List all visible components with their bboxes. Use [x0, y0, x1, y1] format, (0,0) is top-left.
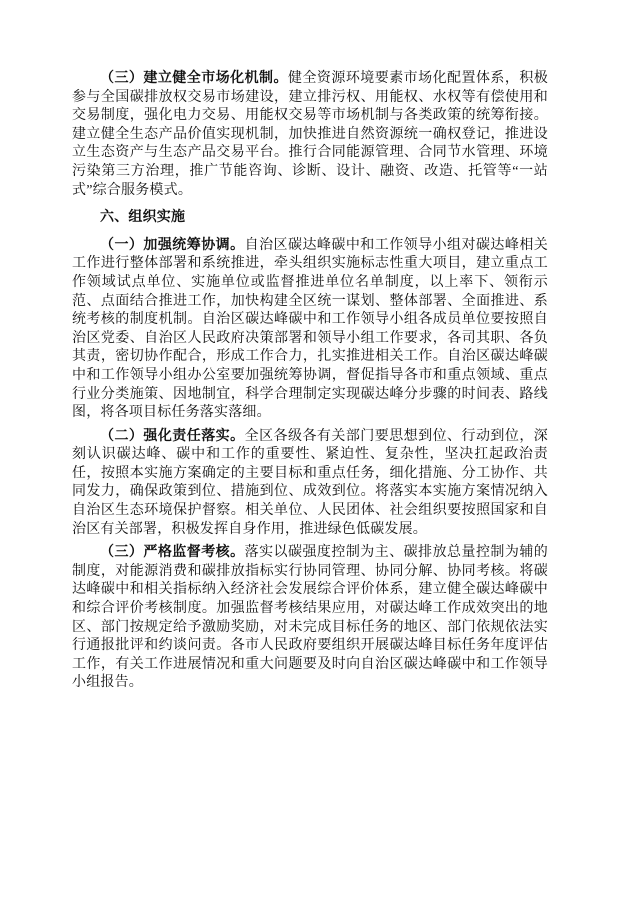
paragraph-supervision: [72, 544, 548, 693]
paragraph-market-mechanism: [72, 70, 548, 200]
paragraph-market-mechanism-body: 健全资源环境要素市场化配置体系，积极参与全国碳排放权交易市场建设，建立排污权、用能权、水权等有偿使用和交易制度，强化电力交易、用能权交易等市场机制与各类政策的统筹衔接。建立健全生态产品价值实现机制，加快推进自然资源统一确权登记，推进设立生态资产与生态产品交易平台。推行合同能源管理、合同节水管理、环境污染第三方治理，推广节能咨询、诊断、设计、融资、改造、托管等“一站式”综合服务模式。: [72, 71, 548, 198]
paragraph-coordination-lead: （一）加强统筹协调。: [100, 237, 245, 253]
section-heading-organization-implementation: 六、组织实施: [100, 210, 186, 226]
paragraph-coordination: [72, 237, 548, 423]
document-text-block: [72, 70, 548, 698]
paragraph-supervision-lead: （三）严格监督考核。: [100, 545, 245, 561]
paragraph-market-mechanism-lead: （三）建立健全市场化机制。: [100, 71, 288, 86]
paragraph-responsibility: [72, 428, 548, 540]
paragraph-responsibility-lead: （二）强化责任落实。: [100, 428, 245, 444]
paragraph-supervision-body: 落实以碳强度控制为主、碳排放总量控制为辅的制度，对能源消费和碳排放指标实行协同管理、协同分解、协同考核。将碳达峰碳中和相关指标纳入经济社会发展综合评价体系，建立健全碳达峰碳中和综合评价考核制度。加强监督考核结果应用，对碳达峰工作成效突出的地区、部门按规定给予激励奖励，对未完成目标任务的地区、部门依规依法实行通报批评和约谈问责。各市人民政府要组织开展碳达峰目标任务年度评估工作，有关工作进展情况和重大问题要及时向自治区碳达峰碳中和工作领导小组报告。: [72, 545, 549, 691]
paragraph-responsibility-body: 全区各级各有关部门要思想到位、行动到位，深刻认识碳达峰、碳中和工作的重要性、紧迫性、复杂性，坚决扛起政治责任，按照本实施方案确定的主要目标和重点任务，细化措施、分工协作、共同发力，确保政策到位、措施到位、成效到位。将落实本实施方案情况纳入自治区生态环境保护督察。相关单位、人民团体、社会组织要按照国家和自治区有关部署，积极发挥自身作用，推进绿色低碳发展。: [72, 428, 549, 537]
paragraph-coordination-body: 自治区碳达峰碳中和工作领导小组对碳达峰相关工作进行整体部署和系统推进，牵头组织实施标志性重大项目，建立重点工作领域试点单位、实施单位或监督推进单位名单制度，以上率下、领衔示范、点面结合推进工作，加快构建全区统一谋划、整体部署、全面推进、系统考核的制度机制。自治区碳达峰碳中和工作领导小组各成员单位要按照自治区党委、自治区人民政府决策部署和领导小组工作要求，各司其职、各负其责，密切协作配合，形成工作合力，扎实推进相关工作。自治区碳达峰碳中和工作领导小组办公室要加强统筹协调，督促指导各市和重点领域、重点行业分类施策、因地制宜，科学合理制定实现碳达峰分步骤的时间表、路线图，将各项目标任务落实落细。: [72, 237, 549, 421]
